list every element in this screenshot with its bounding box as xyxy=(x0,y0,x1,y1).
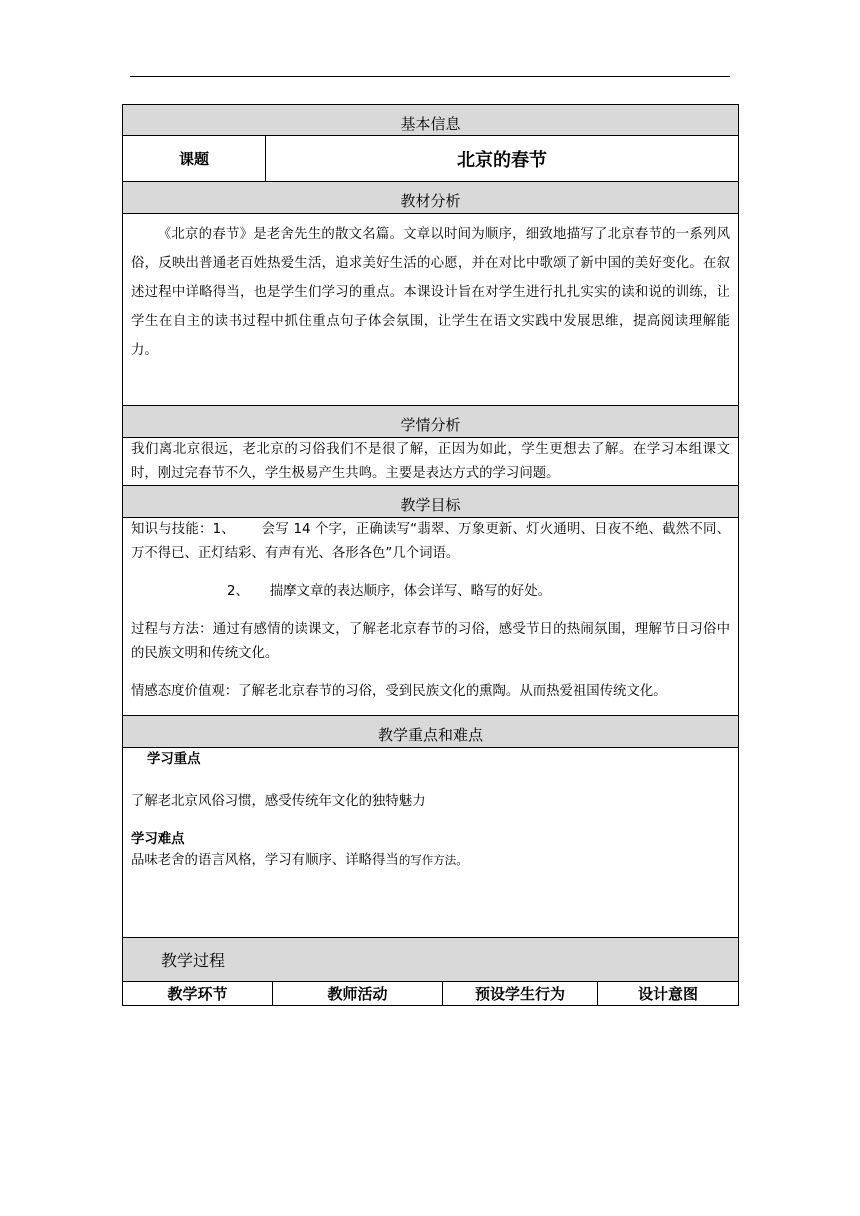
topic-label: 课题 xyxy=(123,136,266,181)
topic-row xyxy=(122,136,739,182)
focus-title: 学习重点 xyxy=(147,752,201,767)
key-points-header: 教学重点和难点 xyxy=(122,716,739,748)
knowledge-text-2: 揣摩文章的表达顺序，体会详写、略写的好处。 xyxy=(269,584,551,599)
difficulty-title: 学习难点 xyxy=(131,832,185,847)
knowledge-num-2: 2、 xyxy=(227,584,249,599)
topic-value: 北京的春节 xyxy=(457,149,547,171)
objectives-header: 教学目标 xyxy=(122,486,739,518)
knowledge-objective-1 xyxy=(123,518,738,566)
key-points-cell xyxy=(122,748,739,938)
focus-body: 了解老北京风俗习惯，感受传统年文化的独特魅力 xyxy=(131,794,426,809)
knowledge-text-1: 会写 14 个字，正确读写“翡翠、万象更新、灯火通明、日夜不绝、截然不同、万不得已、正灯结彩、有声有光、各形各色”几个词语。 xyxy=(131,522,730,561)
column-header: 教学环节 xyxy=(123,982,273,1005)
process-columns-row xyxy=(122,982,739,1006)
knowledge-objective-2 xyxy=(123,580,738,604)
difficulty-body xyxy=(123,850,738,871)
objectives-cell xyxy=(122,518,739,716)
textbook-analysis-cell xyxy=(122,214,739,406)
lesson-plan-table xyxy=(122,104,739,1006)
textbook-analysis-text: 《北京的春节》是老舍先生的散文名篇。文章以时间为顺序，细致地描写了北京春节的一系列风俗，反映出普通老百姓热爱生活，追求美好生活的心愿，并在对比中歌颂了新中国的美好变化。在叙述过程中详略得当，也是学生们学习的重点。本课设计旨在对学生进行扎扎实实的读和说的训练，让学生在自主的读书过程中抓住重点句子体会氛围，让学生在语文实践中发展思维，提高阅读理解能力。 xyxy=(131,227,730,358)
column-header: 预设学生行为 xyxy=(443,982,598,1005)
process-header: 教学过程 xyxy=(122,938,739,982)
student-analysis-header: 学情分析 xyxy=(122,406,739,438)
process-objective: 过程与方法：通过有感情的读课文，了解老北京春节的习俗，感受节日的热闹氛围，理解节日习俗中的民族文明和传统文化。 xyxy=(131,622,730,661)
emotion-objective: 情感态度价值观：了解老北京春节的习俗，受到民族文化的熏陶。从而热爱祖国传统文化。 xyxy=(131,684,667,699)
student-analysis-cell xyxy=(122,438,739,486)
textbook-analysis-header: 教材分析 xyxy=(122,182,739,214)
difficulty-text: 品味老舍的语言风格，学习有顺序、详略得当 xyxy=(131,853,399,868)
column-header: 设计意图 xyxy=(637,985,698,1003)
header-rule xyxy=(130,76,730,77)
difficulty-text-small: 的写作方法。 xyxy=(398,853,468,867)
student-analysis-text: 我们离北京很远，老北京的习俗我们不是很了解，正因为如此，学生更想去了解。在学习本组课文时，刚过完春节不久，学生极易产生共鸣。主要是表达方式的学习问题。 xyxy=(131,442,730,481)
knowledge-prefix: 知识与技能：1、 xyxy=(131,522,235,537)
column-header: 教师活动 xyxy=(273,982,443,1005)
basic-info-header: 基本信息 xyxy=(122,104,739,136)
